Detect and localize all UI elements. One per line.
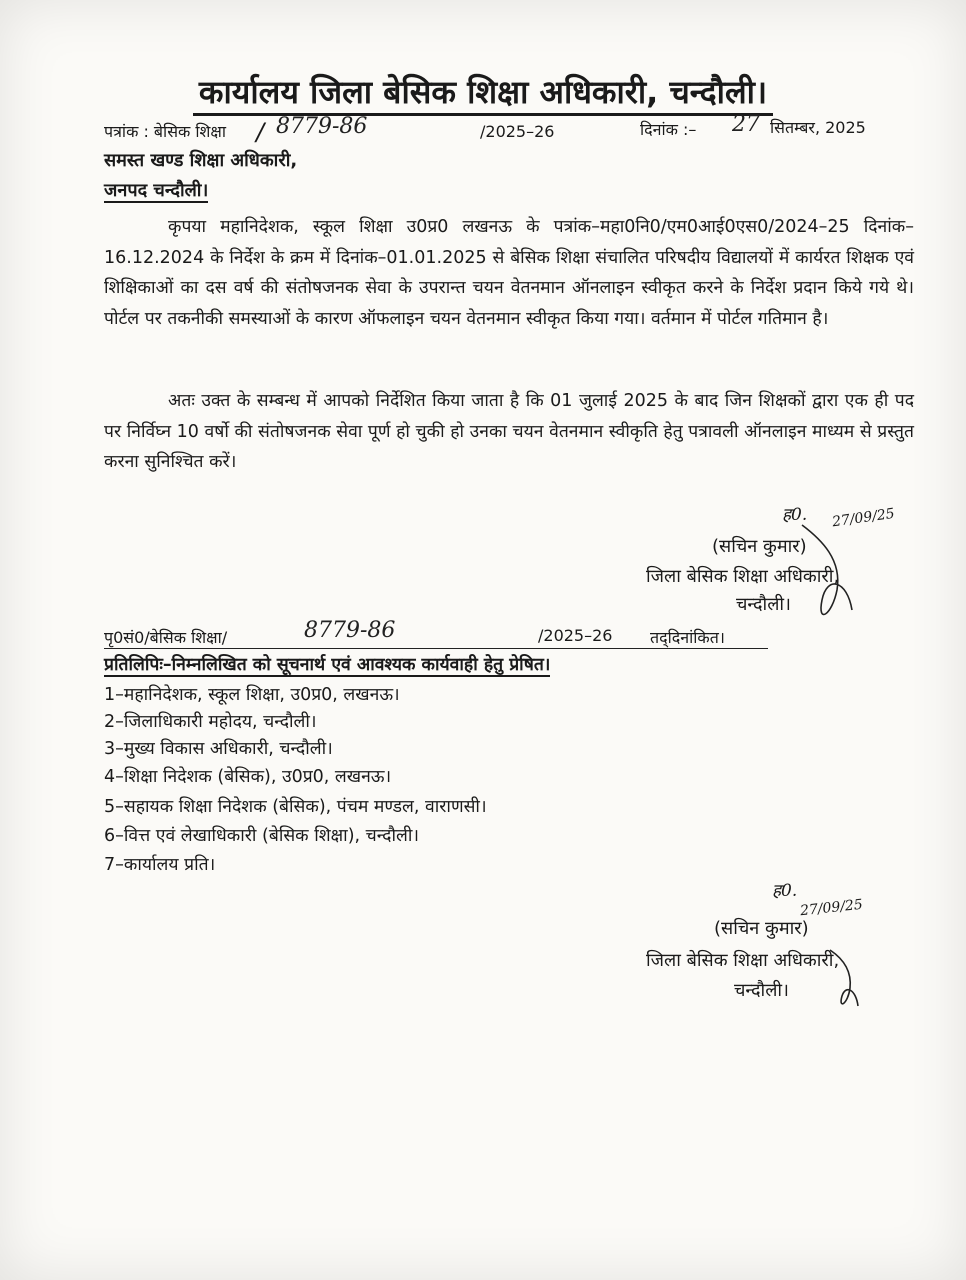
- copy-ref-rule: [104, 648, 768, 649]
- signature1-name: (सचिन कुमार): [712, 536, 807, 557]
- letter-ref-session: /2025–26: [480, 122, 555, 141]
- body-paragraph-1-text: कृपया महानिदेशक, स्कूल शिक्षा उ0प्र0 लखनऊ के पत्रांक–महा0नि0/एम0आई0एस0/2024–25 दिनांक–16.12.2024 के निर्देश के क्रम में दिनांक–01.01.2025 से बेसिक शिक्षा संचालित परिषदीय विद्यालयों में कार्यरत शिक्षक एवं शिक्षिकाओं का दस वर्ष की संतोषजनक सेवा के उपरान्त चयन वेतनमान ऑनलाइन स्वीकृत करने के निर्देश प्रदान किये गये थे। पोर्टल पर तकनीकी समस्याओं के कारण ऑफलाइन चयन वेतनमान स्वीकृत किया गया। वर्तमान में पोर्टल गतिमान है।: [104, 217, 914, 329]
- signature1-scribble: [792, 520, 872, 630]
- copy-to-item: 3–मुख्य विकास अधिकारी, चन्दौली।: [104, 739, 333, 759]
- office-heading-text: कार्यालय जिला बेसिक शिक्षा अधिकारी, चन्दौली।: [193, 73, 773, 116]
- office-heading: [0, 70, 966, 113]
- signature1-designation: जिला बेसिक शिक्षा अधिकारी,: [646, 566, 840, 587]
- body-paragraph-2-text: अतः उक्त के सम्बन्ध में आपको निर्देशित किया जाता है कि 01 जुलाई 2025 के बाद जिन शिक्षकों द्वारा एक ही पद पर निर्विघ्न 10 वर्षो की संतोषजनक सेवा पूर्ण हो चुकी हो उनका चयन वेतनमान स्वीकृति हेतु पत्रावली ऑनलाइन माध्यम से प्रस्तुत करना सुनिश्चित करें।: [104, 391, 914, 472]
- copy-to-item: 2–जिलाधिकारी महोदय, चन्दौली।: [104, 712, 317, 732]
- signature1-place: चन्दौली।: [736, 594, 791, 615]
- signature1-date: 27/09/25: [831, 505, 896, 531]
- recipient-line2: [104, 178, 208, 202]
- signature1-initials: ह0.: [782, 505, 808, 525]
- copy-ref-session: /2025–26: [538, 626, 613, 645]
- letter-date-day: 27: [732, 112, 760, 137]
- recipient-line1: समस्त खण्ड शिक्षा अधिकारी,: [104, 150, 298, 171]
- signature2-name: (सचिन कुमार): [714, 918, 809, 939]
- letter-date-month-year: सितम्बर, 2025: [770, 118, 866, 137]
- copy-to-item: 6–वित्त एवं लेखाधिकारी (बेसिक शिक्षा), चन्दौली।: [104, 826, 420, 846]
- body-paragraph-1: [104, 212, 914, 334]
- letter-date-label: दिनांक :–: [640, 120, 697, 139]
- copy-to-item: 1–महानिदेशक, स्कूल शिक्षा, उ0प्र0, लखनऊ।: [104, 685, 400, 705]
- signature2-place: चन्दौली।: [734, 980, 789, 1001]
- letter-ref-number: 8779-86: [276, 114, 368, 139]
- signature2-scribble: [822, 940, 882, 1020]
- copy-to-heading-text: प्रतिलिपिः–निम्नलिखित को सूचनार्थ एवं आवश्यक कार्यवाही हेतु प्रेषित।: [104, 655, 551, 675]
- copy-to-item: 5–सहायक शिक्षा निदेशक (बेसिक), पंचम मण्डल, वाराणसी।: [104, 797, 487, 817]
- letter-ref-label: पत्रांक : बेसिक शिक्षा: [104, 122, 227, 141]
- signature2-date: 27/09/25: [799, 896, 864, 920]
- recipient-line2-text: जनपद चन्दौली।: [104, 180, 209, 201]
- copy-to-item: 4–शिक्षा निदेशक (बेसिक), उ0प्र0, लखनऊ।: [104, 767, 392, 787]
- signature2-designation: जिला बेसिक शिक्षा अधिकारी,: [646, 950, 840, 971]
- copy-to-item: 7–कार्यालय प्रति।: [104, 855, 216, 875]
- body-paragraph-2: [104, 386, 914, 478]
- signature2-initials: ह0.: [772, 881, 798, 901]
- letter-page: कार्यालय जिला बेसिक शिक्षा अधिकारी, चन्दौली। पत्रांक : बेसिक शिक्षा / 8779-86 /2025–26 दिनांक :– 27 सितम्बर, 2025 समस्त खण्ड शिक्षा अधिकारी, जनपद चन्दौली। कृपया महानिदेशक, स्कूल शिक्षा उ0प्र0 लखनऊ के पत्रांक–महा0नि0/एम0आई0एस0/2024–25 दिनांक–16.12.2024 के निर्देश के क्रम में दिनांक–01.01.2025 से बेसिक शिक्षा संचालित परिषदीय विद्यालयों में कार्यरत शिक्षक एवं शिक्षिकाओं का दस वर्ष की संतोषजनक सेवा के उपरान्त चयन वेतनमान ऑनलाइन स्वीकृत करने के निर्देश प्रदान किये गये थे। पोर्टल पर तकनीकी समस्याओं के कारण ऑफलाइन चयन वेतनमान स्वीकृत किया गया। वर्तमान में पोर्टल गतिमान है। अतः उक्त के सम्बन्ध में आपको निर्देशित किया जाता है कि 01 जुलाई 2025 के बाद जिन शिक्षकों द्वारा एक ही पद पर निर्विघ्न 10 वर्षो की संतोषजनक सेवा पूर्ण हो चुकी हो उनका चयन वेतनमान स्वीकृति हेतु पत्रावली ऑनलाइन माध्यम से प्रस्तुत करना सुनिश्चित करें। ह0. 27/09/25 (सचिन कुमार) जिला बेसिक शिक्षा अधिकारी, चन्दौली। पृ0सं0/बेसिक शिक्षा/ 8779-86 /2025–26 तद्‌दिनांकित। प्रतिलिपिः–निम्नलिखित को सूचनार्थ एवं आवश्यक कार्यवाही हेतु प्रेषित। 1–महानिदेशक, स्कूल शिक्षा, उ0प्र0, लखनऊ। 2–जिलाधिकारी महोदय, चन्दौली। 3–मुख्य विकास अधिकारी, चन्दौली। 4–शिक्षा निदेशक (बेसिक), उ0प्र0, लखनऊ। 5–सहायक शिक्षा निदेशक (बेसिक), पंचम मण्डल, वाराणसी। 6–वित्त एवं लेखाधिकारी (बेसिक शिक्षा), चन्दौली। 7–कार्यालय प्रति। ह0. 27/09/25 (सचिन कुमार) जिला बेसिक शिक्षा अधिकारी, चन्दौली।: [0, 0, 966, 1280]
- copy-ref-number: 8779-86: [304, 618, 396, 643]
- copy-ref-label: पृ0सं0/बेसिक शिक्षा/: [104, 628, 228, 647]
- copy-to-heading: [104, 652, 550, 676]
- copy-ref-dated: तद्‌दिनांकित।: [650, 628, 725, 647]
